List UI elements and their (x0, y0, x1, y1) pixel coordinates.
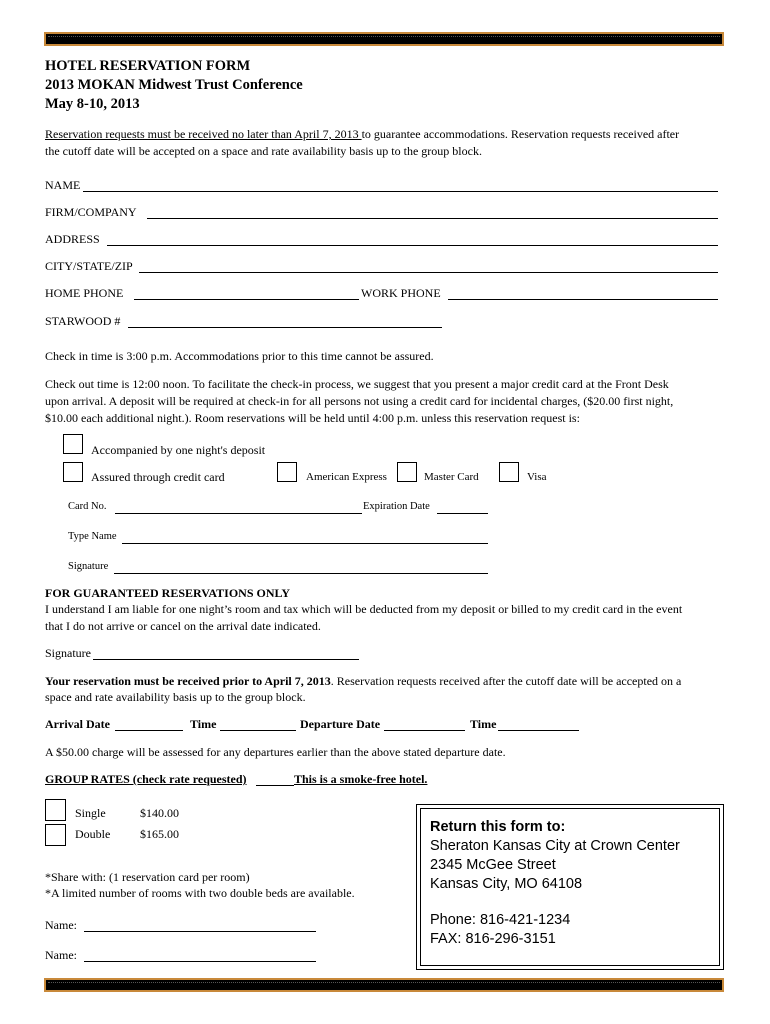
departure-time-field[interactable] (498, 730, 579, 731)
return-phone: Phone: 816-421-1234 (430, 912, 571, 928)
limited-note: *A limited number of rooms with two double beds are available. (45, 886, 355, 900)
top-border-bar (44, 32, 724, 46)
return-address-box (416, 804, 724, 970)
mastercard-label: Master Card (424, 471, 479, 483)
guaranteed-signature-field[interactable] (93, 659, 359, 660)
return-hotel: Sheraton Kansas City at Crown Center (430, 838, 680, 854)
checkout-line-3: $10.00 each additional night.). Room reservations will be held until 4:00 p.m. unless this reservation request is: (45, 411, 580, 425)
guaranteed-line-2: that I do not arrive or cancel on the arrival date indicated. (45, 619, 321, 633)
single-rate-price: $140.00 (140, 806, 179, 820)
deposit-label: Accompanied by one night's deposit (91, 443, 266, 457)
rates-heading-gap-underline (256, 785, 294, 786)
return-city: Kansas City, MO 64108 (430, 876, 583, 892)
address-label: ADDRESS (45, 232, 100, 246)
card-no-field[interactable] (115, 513, 362, 514)
type-name-field[interactable] (122, 543, 488, 544)
double-rate-price: $165.00 (140, 827, 179, 841)
return-heading: Return this form to: (430, 819, 566, 835)
intro-line-1: Reservation requests must be received no later than April 7, 2013 to guarantee accommodations. Reservation requests received after (45, 127, 680, 141)
expiration-label: Expiration Date (363, 501, 430, 512)
intro-deadline: Reservation requests must be received no later than April 7, 2013 (45, 127, 362, 141)
visa-label: Visa (527, 471, 547, 483)
bottom-border-bar (44, 978, 724, 992)
early-charge-text: A $50.00 charge will be assessed for any departures earlier than the above stated departure date. (45, 745, 506, 759)
intro-line-2: the cutoff date will be accepted on a space and rate availability basis up to the group block. (45, 144, 482, 158)
guaranteed-heading: FOR GUARANTEED RESERVATIONS ONLY (45, 586, 291, 600)
work-phone-field[interactable] (448, 299, 718, 300)
card-signature-field[interactable] (114, 573, 488, 574)
card-signature-label: Signature (68, 561, 109, 572)
amex-label: American Express (306, 471, 387, 483)
group-rates-heading: GROUP RATES (check rate requested) (45, 772, 247, 786)
home-phone-field[interactable] (134, 299, 359, 300)
starwood-label: STARWOOD # (45, 314, 121, 328)
departure-time-label: Time (470, 717, 497, 731)
single-rate-checkbox[interactable] (45, 799, 66, 821)
share-name-2-label: Name: (45, 948, 77, 962)
checkin-text: Check in time is 3:00 p.m. Accommodations prior to this time cannot be assured. (45, 349, 434, 363)
form-title: HOTEL RESERVATION FORM (45, 58, 251, 74)
starwood-field[interactable] (128, 327, 442, 328)
firm-field[interactable] (147, 218, 718, 219)
single-rate-label: Single (75, 806, 106, 820)
deadline-line-1: Your reservation must be received prior to April 7, 2013. Reservation requests received after the cutoff date will be accepted on a (45, 674, 682, 688)
home-phone-label: HOME PHONE (45, 286, 124, 300)
visa-checkbox[interactable] (499, 462, 519, 482)
checkout-line-1: Check out time is 12:00 noon. To facilitate the check-in process, we suggest that you present a major credit card at the Front Desk (45, 377, 669, 391)
card-no-label: Card No. (68, 501, 107, 512)
return-street: 2345 McGee Street (430, 857, 556, 873)
guaranteed-line-1: I understand I am liable for one night’s room and tax which will be deducted from my deposit or billed to my credit card in the event (45, 602, 683, 616)
arrival-date-label: Arrival Date (45, 717, 110, 731)
share-name-1-field[interactable] (84, 931, 316, 932)
name-field[interactable] (83, 191, 718, 192)
work-phone-label: WORK PHONE (361, 286, 441, 300)
departure-date-label: Departure Date (300, 717, 381, 731)
amex-checkbox[interactable] (277, 462, 297, 482)
share-name-2-field[interactable] (84, 961, 316, 962)
mastercard-checkbox[interactable] (397, 462, 417, 482)
departure-date-field[interactable] (384, 730, 465, 731)
credit-card-label: Assured through credit card (91, 470, 225, 484)
type-name-label: Type Name (68, 531, 117, 542)
event-name: 2013 MOKAN Midwest Trust Conference (45, 77, 303, 93)
credit-card-checkbox[interactable] (63, 462, 83, 482)
city-field[interactable] (139, 272, 718, 273)
share-note: *Share with: (1 reservation card per room) (45, 870, 250, 884)
deposit-checkbox[interactable] (63, 434, 83, 454)
address-field[interactable] (107, 245, 718, 246)
double-rate-checkbox[interactable] (45, 824, 66, 846)
event-dates: May 8-10, 2013 (45, 96, 140, 112)
arrival-time-field[interactable] (220, 730, 296, 731)
expiration-field[interactable] (437, 513, 488, 514)
arrival-date-field[interactable] (115, 730, 183, 731)
guaranteed-signature-label: Signature (45, 646, 91, 660)
firm-label: FIRM/COMPANY (45, 205, 137, 219)
double-rate-label: Double (75, 827, 111, 841)
smoke-free-text: This is a smoke-free hotel. (294, 772, 428, 786)
return-fax: FAX: 816-296-3151 (430, 931, 556, 947)
deadline-line-2: space and rate availability basis up to the group block. (45, 690, 306, 704)
name-label: NAME (45, 178, 81, 192)
share-name-1-label: Name: (45, 918, 77, 932)
deadline-bold: Your reservation must be received prior to April 7, 2013 (45, 674, 331, 688)
checkout-line-2: upon arrival. A deposit will be required at check-in for all persons not using a credit card for incidental charges, ($20.00 first night, (45, 394, 674, 408)
arrival-time-label: Time (190, 717, 217, 731)
city-label: CITY/STATE/ZIP (45, 259, 133, 273)
